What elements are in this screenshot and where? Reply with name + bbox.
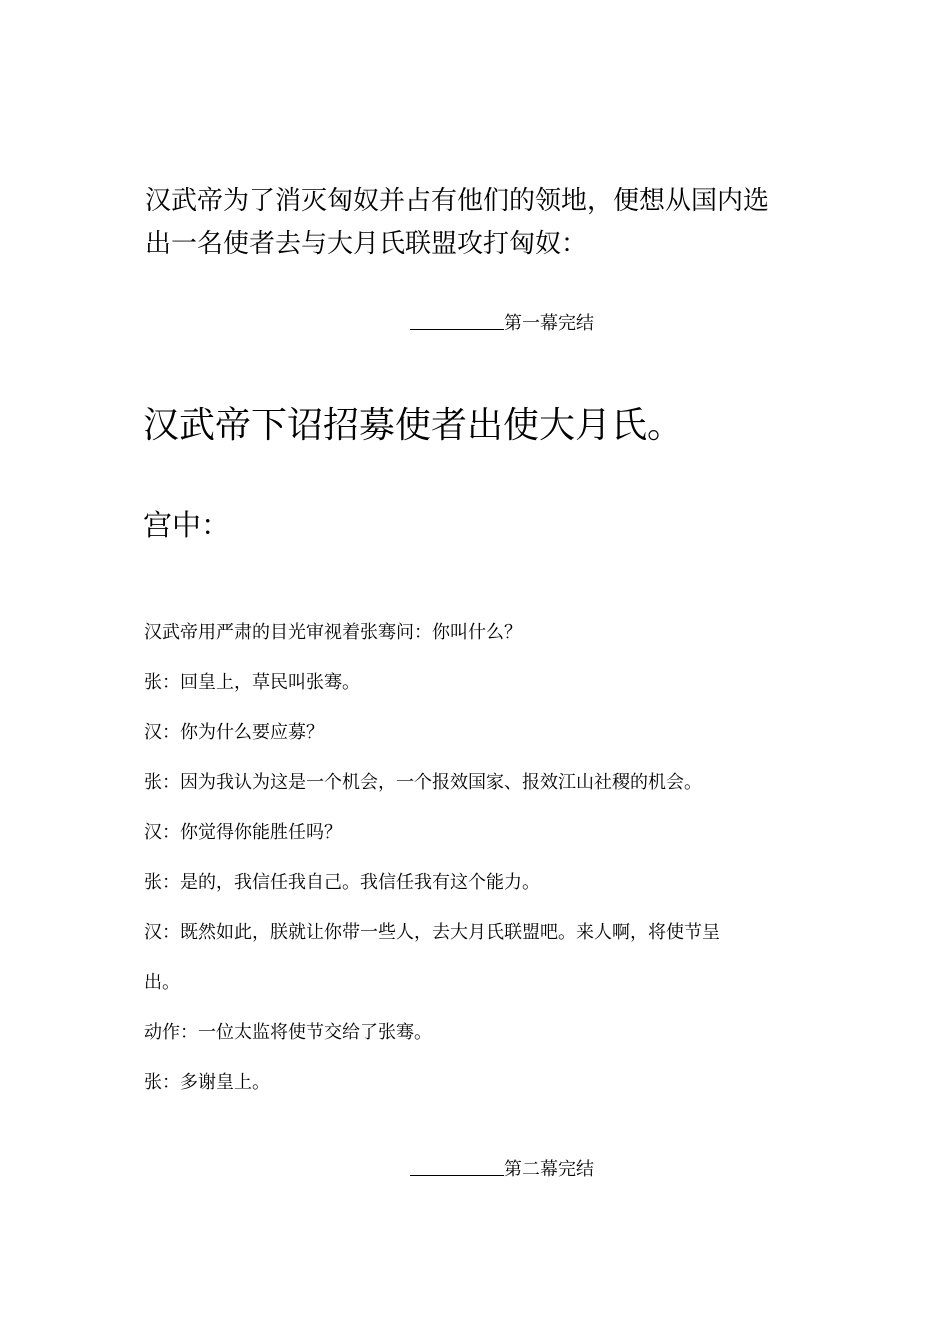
dialogue-list: [144, 608, 774, 1108]
dialogue-line: 汉武帝用严肃的目光审视着张骞问：你叫什么？: [144, 622, 522, 643]
dialogue-line: 张：是的，我信任我自己。我信任我有这个能力。: [144, 872, 540, 893]
dialogue-line: 汉：既然如此，朕就让你带一些人，去大月氏联盟吧。来人啊，将使节呈: [144, 922, 720, 943]
dialogue-line: 张：多谢皇上。: [144, 1072, 270, 1093]
scene-one-end-marker: [410, 312, 730, 336]
scene-two-end-marker: [410, 1158, 730, 1182]
scene-location: 宫中：: [143, 508, 231, 542]
dialogue-line: 汉：你为什么要应募？: [144, 722, 324, 743]
dialogue-line: 动作：一位太监将使节交给了张骞。: [144, 1022, 432, 1043]
intro-paragraph: [145, 180, 775, 266]
intro-line-1: 汉武帝为了消灭匈奴并占有他们的领地，便想从国内选: [145, 186, 770, 216]
dialogue-line: 张：因为我认为这是一个机会，一个报效国家、报效江山社稷的机会。: [144, 772, 702, 793]
signature-rule: [410, 312, 504, 330]
intro-line-2: 出一名使者去与大月氏联盟攻打匈奴：: [145, 229, 588, 259]
dialogue-line: 出。: [144, 972, 180, 993]
scene-headline: 汉武帝下诏招募使者出使大月氏。: [143, 405, 684, 446]
dialogue-line: 张：回皇上，草民叫张骞。: [144, 672, 360, 693]
dialogue-line: 汉：你觉得你能胜任吗？: [144, 822, 342, 843]
scene-two-end-text: 第二幕完结: [504, 1159, 594, 1180]
signature-rule: [410, 1158, 504, 1176]
scene-one-end-text: 第一幕完结: [504, 313, 594, 334]
